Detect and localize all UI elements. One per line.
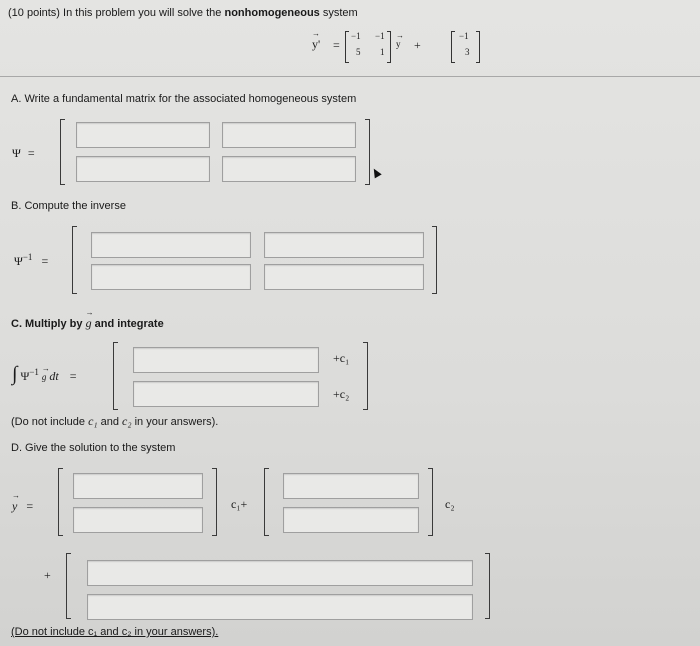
solution-y-symbol xyxy=(12,499,33,514)
vector-g-entry-2: 3 xyxy=(465,47,470,57)
particular-entry-2[interactable] xyxy=(87,594,473,620)
psi-entry-12[interactable] xyxy=(222,122,356,148)
psi-entry-21[interactable] xyxy=(76,156,210,182)
part-d-right-bracket-3 xyxy=(485,553,490,619)
matrix-a-entry-12: −1 xyxy=(375,31,385,41)
solution-plus: + xyxy=(44,568,51,582)
solution-vector2-entry-1[interactable] xyxy=(283,473,419,499)
part-b-right-bracket xyxy=(432,226,437,294)
psi-equals: = xyxy=(27,146,35,160)
integral-entry-1[interactable] xyxy=(133,347,319,373)
header-emphasis: nonhomogeneous xyxy=(224,7,320,19)
vector-g-right-bracket xyxy=(476,31,480,63)
solution-y: → y xyxy=(12,499,17,514)
integral-entry-2[interactable] xyxy=(133,381,319,407)
part-c-g-symbol: → g xyxy=(86,316,92,331)
vector-g-left-bracket xyxy=(451,31,455,63)
header-divider xyxy=(0,76,700,77)
note-c2: c₂ xyxy=(122,414,132,428)
psi-letter: Ψ xyxy=(12,146,21,160)
points-label: (10 points) xyxy=(8,7,60,19)
psi-entry-11[interactable] xyxy=(76,122,210,148)
psi-inverse-entry-12[interactable] xyxy=(264,232,424,258)
part-c-label-b: and integrate xyxy=(94,318,164,330)
psi-inv-equals: = xyxy=(41,254,49,268)
particular-entry-1[interactable] xyxy=(87,560,473,586)
c1-term: +c₁ xyxy=(333,351,350,365)
part-d-left-bracket-1 xyxy=(58,468,63,536)
part-a-label: A. Write a fundamental matrix for the associated homogeneous system xyxy=(11,93,357,105)
part-c-note xyxy=(11,414,218,429)
integral-sup: −1 xyxy=(29,367,39,377)
psi-inverse-entry-22[interactable] xyxy=(264,264,424,290)
equation-plus: + xyxy=(414,38,421,52)
matrix-a-right-bracket xyxy=(387,31,391,63)
solution-equals: = xyxy=(26,499,34,513)
note-b: in your answers). xyxy=(134,416,219,428)
equation-equals: = xyxy=(333,38,340,52)
psi-symbol xyxy=(12,146,35,161)
part-a-right-bracket xyxy=(365,119,370,185)
y-prime-symbol: → y' xyxy=(312,37,320,52)
part-d-left-bracket-3 xyxy=(66,553,71,619)
integral-g: → g xyxy=(42,372,47,382)
part-a-left-bracket xyxy=(60,119,65,185)
integral-expression xyxy=(12,363,77,386)
solution-c2: c₂ xyxy=(445,497,455,511)
system-equation xyxy=(312,37,320,52)
psi-inv-letter: Ψ xyxy=(14,254,23,268)
part-c-right-bracket xyxy=(363,342,368,410)
part-c-label-a: C. Multiply by xyxy=(11,318,83,330)
psi-inv-sup: −1 xyxy=(22,252,33,262)
part-d-label: D. Give the solution to the system xyxy=(11,442,176,454)
part-d-right-bracket-1 xyxy=(212,468,217,536)
vector-g-entry-1: −1 xyxy=(459,31,469,41)
header-intro: In this problem you will solve the xyxy=(63,7,222,19)
integral-psi: Ψ xyxy=(20,369,30,383)
problem-header xyxy=(8,7,358,19)
psi-entry-22[interactable] xyxy=(222,156,356,182)
integral-equals: = xyxy=(69,369,77,383)
psi-inverse-entry-11[interactable] xyxy=(91,232,251,258)
integral-dt: dt xyxy=(49,369,59,383)
y-symbol: → y xyxy=(396,39,401,49)
part-c-label xyxy=(11,316,164,331)
mouse-cursor-icon xyxy=(370,167,381,179)
part-b-label: B. Compute the inverse xyxy=(11,200,126,212)
matrix-a-entry-21: 5 xyxy=(356,47,361,57)
solution-c1-plus: c₁+ xyxy=(231,497,248,511)
y-vector-symbol xyxy=(396,39,401,49)
solution-vector1-entry-2[interactable] xyxy=(73,507,203,533)
part-d-note: (Do not include c₁ and c₂ in your answers). xyxy=(11,626,219,638)
matrix-a-entry-22: 1 xyxy=(380,47,385,57)
matrix-a-entry-11: −1 xyxy=(351,31,361,41)
solution-vector2-entry-2[interactable] xyxy=(283,507,419,533)
solution-vector1-entry-1[interactable] xyxy=(73,473,203,499)
part-d-right-bracket-2 xyxy=(428,468,433,536)
integral-sign: ∫ xyxy=(12,363,18,385)
note-a: (Do not include xyxy=(11,416,85,428)
part-c-left-bracket xyxy=(113,342,118,410)
note-and: and xyxy=(100,416,119,428)
note-c1: c₁ xyxy=(88,414,98,428)
c2-term: +c₂ xyxy=(333,387,350,401)
psi-inverse-entry-21[interactable] xyxy=(91,264,251,290)
header-intro-end: system xyxy=(322,7,358,19)
psi-inverse-symbol xyxy=(14,252,48,269)
part-b-left-bracket xyxy=(72,226,77,294)
matrix-a-left-bracket xyxy=(345,31,349,63)
part-d-left-bracket-2 xyxy=(264,468,269,536)
